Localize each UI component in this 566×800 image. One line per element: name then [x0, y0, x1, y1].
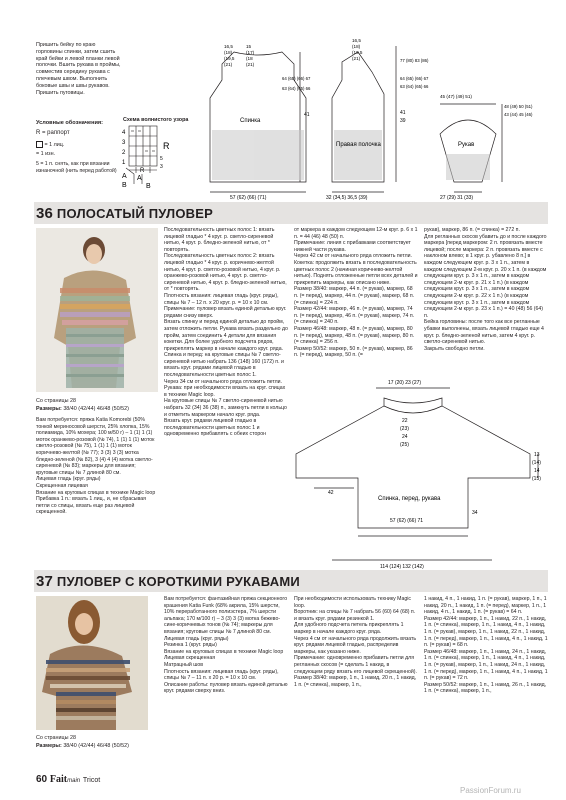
back-top2-b: (17)	[246, 50, 255, 55]
sleeve-bottom: 27 (29) 31 (33)	[440, 195, 474, 200]
diagram36-top: 17 (20) 23 (27)	[388, 380, 422, 386]
section37-photo-caption: Со страницы 28	[36, 735, 76, 741]
section37-sizes: Размеры: 38/40 (42/44) 46/48 (50/52)	[36, 743, 129, 749]
back-top-a: 16,5	[224, 44, 233, 49]
diagram36-center: Спинка, перед, рукава	[378, 496, 441, 502]
front-top-b: (18)	[352, 44, 361, 49]
scheme-letter-a1: A	[122, 173, 127, 180]
diagram36-right-b: (14)	[532, 460, 541, 466]
scheme-row-1: 1	[122, 160, 126, 166]
diagram36-bottom: 114 (124) 132 (142)	[380, 564, 424, 570]
legend-purl: = 1 изн.	[36, 151, 56, 157]
section37-col4: 1 накид, 4 п., 1 накид, 1 п. (= рукав), маркер, 1 п., 1 накид, 20 п., 1 накид, 1 п. (= перед), маркер, 1 п., 1 накид, 4 п., 1 накид, 1 п. (= рукав) = 64 п. Размер 42/44: маркер, 1 п., 1 накид, 22 п., 1 накид, 1 п. (= спинка), маркер, 1 п., 1 накид, 4 п., 1 накид, 1 п. (= рукав), маркер, 1 п., 1 накид, 22 п., 1 накид, 1 п. (= перед), маркер, 1 п., 1 накид, 4 п., 1 накид, 1 п. (= рукав) = 68 п. Размер 46/48: маркер, 1 п., 1 накид, 24 п., 1 накид, 1 п. (= спинка), маркер, 1 п., 1 накид, 4 п., 1 накид, 1 п. (= рукав), маркер, 1 п., 1 накид, 24 п., 1 накид, 1 п. (= перед), маркер, 1 п., 1 накид, 4 п., 1 накид, 1 п. (= рукав) = 72 п. Размер 50/52: маркер, 1 п., 1 накид, 26 п., 1 накид, 1 п. (= спинка), маркер, 1 п.,	[424, 596, 548, 695]
scheme-r2: R	[140, 168, 145, 174]
scheme-r: R	[163, 141, 170, 151]
back-top2-d: (21)	[246, 62, 255, 67]
diagram36-left-d: (25)	[400, 442, 409, 448]
section37-number: 37	[36, 573, 54, 590]
scheme-letter-b2: B	[146, 183, 151, 190]
sleeve-right-b: 43 (44) 45 (46)	[504, 112, 533, 117]
section37-col2: Вам потребуется: фантазийная пряжа секционного крашения Katia Funk (68% акрила, 15% шерсти, 10% переработанного полиэстера, 7% шерсти альпака; 170 м/100 г) – 3 (3) 3 (3) мотка бежево-сине-коричневых тонов (№ 74); маркеры для вязания; круговые спицы № 7 длиной 80 см. Лицевая гладь (круг. ряды) Резинка 1 (круг. ряды) Вязание на круговых спицах в технике Magic loop Лицевая скрещенная Матрацный шов Плотность вязания: лицевая гладь (круг. ряды), спицы № 7 – 11 п. x 20 р. = 10 x 10 см. Описание работы: пуловер вязать единой деталью круг. рядами сверху вниз.	[164, 596, 288, 695]
section37-col3: При необходимости использовать технику Magic loop. Воротник: на спицы № 7 набрать 56 (60) 64 (68) п. и вязать круг. рядами резинкой 1. Для удобного подсчета петель прикреплять 1 маркер в начале каждого круг. ряда. Через 4 см от начального ряда продолжить вязать круг. рядами лицевой гладью, распределив маркеры, как указано ниже. Примечание: одновременно прибавить петли для регланных скосов (= сделать 1 накид, в следующем ряду вязать его лицевой скрещенной). Размер 38/40: маркер, 1 п., 1 накид, 20 п., 1 накид, 1 п. (= спинка), маркер, 1 п.,	[294, 596, 417, 688]
section37-title: ПУЛОВЕР С КОРОТКИМИ РУКАВАМИ	[56, 574, 300, 589]
scheme-row-3: 3	[122, 140, 126, 146]
section36-col2: Последовательность цветных полос 1: вязать лицевой гладью * 4 круг. р. светло-сиреневой нитью, 4 круг. р. бледно-зеленой нитью, от * повторять. Последовательность цветных полос 2: вязать лицевой гладью * 4 круг. р. коричнево-желтой нитью, 4 круг. р. светло-розовой нитью, 4 круг. р. оранжево-розовой нитью, 4 круг. р. светло-сиреневой нитью, 4 круг. р. бледно-зеленой нитью, от * повторять. Плотность вязания: лицевая гладь (круг. ряды), спицы № 7 – 12 п. x 20 круг. р. = 10 x 10 см. Примечание: пуловер вязать единой деталью круг. рядами снизу вверх. Вязать спинку и перед единой деталью до пройм, затем отложить петли. Рукава вязать раздельно до пройм, затем соединить 4 детали для вязания кокетки. Для более удобного подсчета рядов, прикреплять маркер в начале каждого круг. ряда. Спинка и перед: на круговые спицы № 7 светло-сиреневой нитью набрать 136 (148) 160 (172) п. и вязать круг. рядами лицевой гладью в последовательности цветных полос 1. Через 34 см от начального ряда отложить петли. Рукава: при необходимости вязать на круг. спицах в технике Magic loop. На круговые спицы № 7 светло-сиреневой нитью набрать 32 (34) 36 (38) п., замкнуть петли в кольцо и отметить маркером начало круг. ряда. Вязать круг. рядами лицевой гладью в последовательности цветных полос 1 и одновременно прибавлять с обеих сторон	[164, 227, 288, 438]
section36-title: ПОЛОСАТЫЙ ПУЛОВЕР	[56, 206, 213, 221]
front-top-a: 16,5	[352, 38, 361, 43]
back-side-a: 64 (65) (66) 67	[282, 76, 311, 81]
sleeve-top: 45 (47) (49) 51)	[440, 94, 472, 99]
diagram36-right-c: 14	[534, 468, 540, 474]
wave-pattern-scheme	[120, 124, 182, 190]
front-bottom: 32 (34,5) 36,5 (39)	[326, 195, 368, 200]
scheme-3: 3	[160, 164, 163, 170]
section36-header	[36, 205, 213, 222]
section36-photo	[36, 228, 158, 392]
section36-sizes: Размеры: 38/40 (42/44) 46/48 (50/52)	[36, 406, 129, 412]
section36-col4: рукав), маркер, 86 п. (= спинка) = 272 п. Для регланных скосов убавить до и после каждого маркера [перед маркером: 2 п. провязать вместе лицевой; после маркера: 2 п. провязать вместе с наклоном влево; в 1 круг. р. убавлено 8 п.] в каждом следующем круг. р. 3 x 1 п., затем в каждом следующем 2-м круг. р. 20 x 1 п. (в каждом следующем круг. р. 3 x 1 п., затем в каждом следующем 2-м круг. р. 21 x 1 п.) (в каждом следующем круг. р. 3 x 1 п., затем в каждом следующем 2-м круг. р. 22 x 1 п.) (в каждом следующем круг. р. 3 x 1 п., затем в каждом следующем 2-м круг. р. 23 x 1 п.) = 40 (48) 56 (64) п. Бейка горловины: после того как все регланные убавки выполнены, вязать лицевой гладью еще 4 круг. р. бледно-зеленой нитью, затем 4 круг. р. светло-сиреневой нитью. Закрыть свободно петли.	[424, 227, 547, 352]
diagram36-width: 57 (62) (66) 71	[390, 518, 424, 524]
top-schematics	[196, 34, 548, 200]
back-top2-c: (18	[246, 56, 253, 61]
scheme-letter-b1: B	[122, 182, 127, 189]
back-top-d: (21)	[224, 62, 233, 67]
diagram36-left-a: 22	[402, 418, 408, 424]
section36-number: 36	[36, 205, 54, 222]
brand-tail: Tricot	[82, 777, 101, 784]
intro-text: Пришить бейку по краю горловины спинки, затем сшить край бейки и левой планки левой полочки. Вшить рукава в проймы, совместив середину рукава с плечевым швом. Выполнить боковые швы и швы рукавов. Пришить пуговицы.	[36, 42, 121, 96]
scheme-row-2: 2	[122, 150, 126, 156]
diagram36-right-d: (15)	[532, 476, 541, 482]
front-top-c: (19,5	[352, 50, 363, 55]
front-41: 41	[400, 110, 406, 116]
back-top2-a: 15	[246, 44, 252, 49]
sleeve-right-a: 48 (49) 50 (51)	[504, 104, 533, 109]
footer	[36, 774, 100, 785]
front-right-c: 63 (64) (65) 66	[400, 84, 429, 89]
diagram36-right-a: 13	[534, 452, 540, 458]
brand-sub: main	[67, 778, 81, 784]
scheme-letter-a2: A	[137, 175, 142, 182]
front-right-b: 64 (65) (66) 67	[400, 76, 429, 81]
scheme-row-4: 4	[122, 130, 126, 136]
legend-title: Условные обозначения:	[36, 120, 104, 126]
section36-photo-caption: Со страницы 28	[36, 398, 76, 404]
scheme-slip-5: 5	[160, 156, 163, 162]
brand-name: Fait	[49, 774, 68, 785]
page-number: 60	[36, 774, 48, 785]
diagram36-side-34: 34	[472, 510, 478, 516]
back-bottom: 57 (62) (66) (71)	[230, 195, 267, 200]
front-39: 39	[400, 118, 406, 124]
legend-r: R = раппорт	[36, 130, 70, 136]
legend-slip: 5 = 1 п. снять, как при вязании изнаночной (нить перед работой)	[36, 161, 117, 174]
front-top-d: (21)	[352, 56, 361, 61]
back-41: 41	[304, 112, 310, 118]
back-top-b: (18)	[224, 50, 233, 55]
back-side-b: 63 (64) (65) 66	[282, 86, 311, 91]
diagram36-side-42: 42	[328, 490, 334, 496]
diagram36-left-b: (23)	[400, 426, 409, 432]
section36-col1: Вам потребуется: пряжа Katia Komorebi (50% тонкой мериносовой шерсти, 25% хлопка, 15% полиамида, 10% мохера; 100 м/50 г) – 1 (1) 1 (1) моток оранжево-розовой (№ 74), 1 (1) 1 (1) моток светло-розовой (№ 75), 1 (1) 1 (1) моток коричнево-желтой (№ 77); 3 (3) 3 (3) мотка бледно-зеленой (№ 82), 3 (4) 4 (4) мотка светло-сиреневой (№ 83); маркеры для вязания; круговые спицы № 7 длиной 80 см. Лицевая гладь (круг. ряды) Скрещенная лицевая Вязание на круговых спицах в технике Magic loop Прибавка 1 п.: вязать 1 лиц., и, не сбрасывая петли со спицы, вязать еще раз лицевой скрещенной.	[36, 417, 156, 516]
legend-knit: = 1 лиц.	[36, 141, 64, 148]
sleeve-label: Рукав	[458, 142, 475, 148]
section36-col3: от маркера в каждом следующем 12-м круг. р. 6 x 1 п. = 44 (46) 48 (50) п. Примечание: линия с прибавками соответствует нижней части рукава. Через 42 см от начального ряда отложить петли. Кокетка: продолжить вязать в последовательность цветных полос 2 (начиная коричнево-желтой нитью). Поднять отложенные петли всех деталей и прикрепить маркеры, как описано ниже. Размер 38/40: маркер, 44 п. (= рукав), маркер, 68 п. (= перед), маркер, 44 п. (= рукав), маркер, 68 п. (= спинка) = 224 п. Размер 42/44: маркер, 46 п. (= рукав), маркер, 74 п. (= перед), маркер, 46 п. (= рукав), маркер, 74 п. (= спинка) = 240 п. Размер 46/48: маркер, 48 п. (= рукав), маркер, 80 п. (= перед), маркер, 48 п. (= рукав), маркер, 80 п. (= спинка) = 256 п. Размер 50/52: маркер, 50 п. (= рукав), маркер, 86 п. (= перед), маркер, 50 п. (=	[294, 227, 418, 359]
section37-header	[36, 573, 300, 590]
section37-photo	[36, 596, 148, 730]
watermark: PassionForum.ru	[460, 786, 521, 795]
front-label: Правая полочка	[336, 142, 381, 148]
scheme-title: Схема волнистого узора	[123, 117, 189, 123]
section36-schematic	[292, 370, 550, 570]
back-label: Спинка	[240, 118, 261, 124]
back-top-c: (19,5	[224, 56, 235, 61]
diagram36-left-c: 24	[402, 434, 408, 440]
front-right-a: 77 (80) 83 (86)	[400, 58, 429, 63]
